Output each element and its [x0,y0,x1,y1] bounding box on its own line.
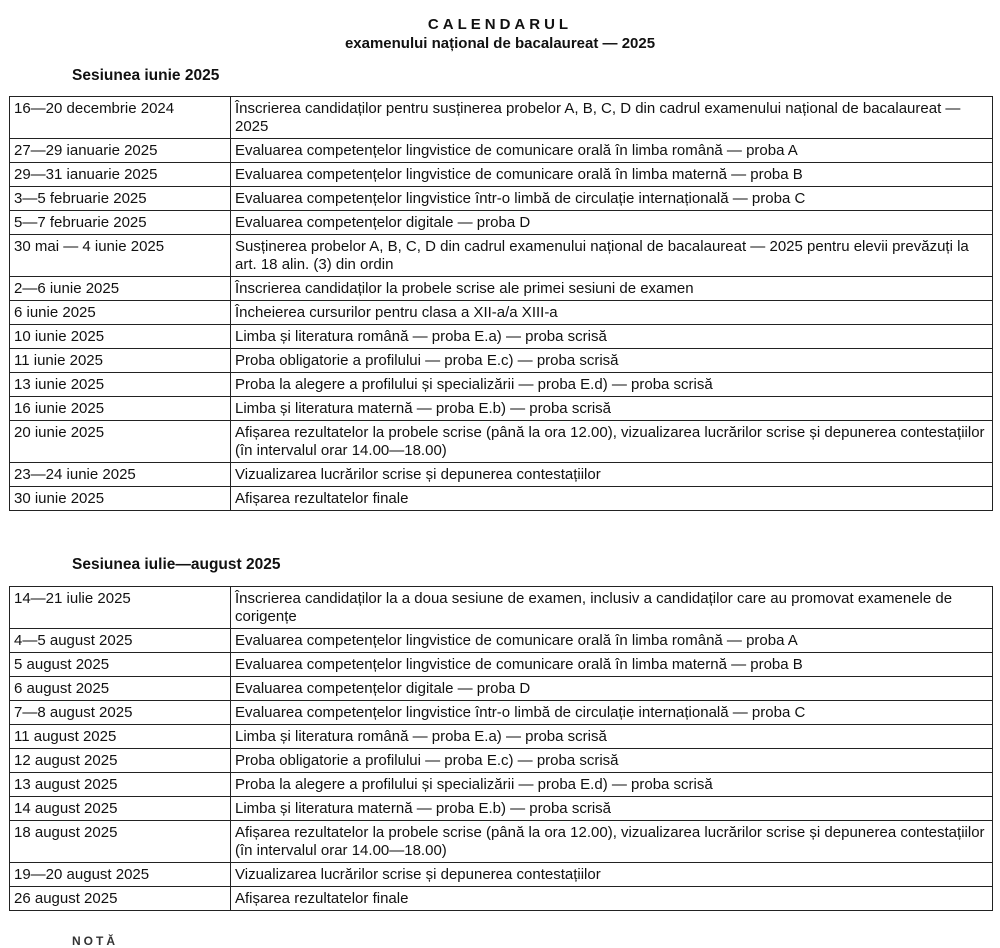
table-row [10,797,993,821]
event-cell: Evaluarea competențelor lingvistice de comunicare orală în limba română — proba A [231,139,993,163]
date-cell: 2—6 iunie 2025 [10,277,231,301]
event-cell: Limba și literatura română — proba E.a) — proba scrisă [231,725,993,749]
event-cell: Încheierea cursurilor pentru clasa a XII-a/a XIII-a [231,301,993,325]
date-cell: 12 august 2025 [10,749,231,773]
event-cell: Afișarea rezultatelor finale [231,487,993,511]
table-row [10,887,993,911]
session-june-table [9,96,993,511]
date-cell: 23—24 iunie 2025 [10,463,231,487]
date-cell: 29—31 ianuarie 2025 [10,163,231,187]
date-cell: 3—5 februarie 2025 [10,187,231,211]
table-row [10,487,993,511]
table-row [10,373,993,397]
date-cell: 10 iunie 2025 [10,325,231,349]
table-row [10,139,993,163]
event-cell: Evaluarea competențelor lingvistice într-o limbă de circulație internațională — proba C [231,701,993,725]
table-row [10,163,993,187]
event-cell: Proba obligatorie a profilului — proba E.c) — proba scrisă [231,749,993,773]
event-cell: Înscrierea candidaților pentru susținerea probelor A, B, C, D din cadrul examenului național de bacalaureat — 2025 [231,97,993,139]
table-row [10,701,993,725]
event-cell: Susținerea probelor A, B, C, D din cadrul examenului național de bacalaureat — 2025 pentru elevii prevăzuți la art. 18 alin. (3) din ordin [231,235,993,277]
date-cell: 11 august 2025 [10,725,231,749]
date-cell: 18 august 2025 [10,821,231,863]
table-row [10,725,993,749]
table-row [10,773,993,797]
event-cell: Afișarea rezultatelor la probele scrise (până la ora 12.00), vizualizarea lucrărilor scrise și depunerea contestațiilor (în intervalul orar 14.00—18.00) [231,421,993,463]
date-cell: 16—20 decembrie 2024 [10,97,231,139]
table-row [10,863,993,887]
date-cell: 30 mai — 4 iunie 2025 [10,235,231,277]
table-row [10,235,993,277]
event-cell: Afișarea rezultatelor finale [231,887,993,911]
date-cell: 30 iunie 2025 [10,487,231,511]
event-cell: Proba la alegere a profilului și specializării — proba E.d) — proba scrisă [231,373,993,397]
event-cell: Afișarea rezultatelor la probele scrise (până la ora 12.00), vizualizarea lucrărilor scrise și depunerea contestațiilor (în intervalul orar 14.00—18.00) [231,821,993,863]
date-cell: 6 iunie 2025 [10,301,231,325]
date-cell: 4—5 august 2025 [10,629,231,653]
table-row [10,587,993,629]
event-cell: Vizualizarea lucrărilor scrise și depunerea contestațiilor [231,863,993,887]
date-cell: 26 august 2025 [10,887,231,911]
table-row [10,821,993,863]
event-cell: Limba și literatura maternă — proba E.b) — proba scrisă [231,797,993,821]
date-cell: 13 august 2025 [10,773,231,797]
event-cell: Proba obligatorie a profilului — proba E.c) — proba scrisă [231,349,993,373]
event-cell: Limba și literatura maternă — proba E.b) — proba scrisă [231,397,993,421]
date-cell: 5—7 februarie 2025 [10,211,231,235]
table-row [10,211,993,235]
event-cell: Vizualizarea lucrărilor scrise și depunerea contestațiilor [231,463,993,487]
table-row [10,677,993,701]
table-row [10,397,993,421]
date-cell: 27—29 ianuarie 2025 [10,139,231,163]
session-july-august-heading: Sesiunea iulie—august 2025 [72,556,281,573]
document-title: CALENDARUL [427,16,573,33]
date-cell: 20 iunie 2025 [10,421,231,463]
table-row [10,301,993,325]
table-row [10,325,993,349]
event-cell: Evaluarea competențelor lingvistice de comunicare orală în limba maternă — proba B [231,163,993,187]
note-heading: NOTĂ [72,934,118,948]
date-cell: 13 iunie 2025 [10,373,231,397]
date-cell: 7—8 august 2025 [10,701,231,725]
date-cell: 11 iunie 2025 [10,349,231,373]
date-cell: 5 august 2025 [10,653,231,677]
table-row [10,187,993,211]
table-row [10,653,993,677]
date-cell: 19—20 august 2025 [10,863,231,887]
table-row [10,749,993,773]
event-cell: Limba și literatura română — proba E.a) — proba scrisă [231,325,993,349]
event-cell: Evaluarea competențelor digitale — proba D [231,211,993,235]
event-cell: Evaluarea competențelor lingvistice de comunicare orală în limba română — proba A [231,629,993,653]
event-cell: Înscrierea candidaților la a doua sesiune de examen, inclusiv a candidaților care au promovat examenele de corigențe [231,587,993,629]
event-cell: Evaluarea competențelor digitale — proba D [231,677,993,701]
date-cell: 16 iunie 2025 [10,397,231,421]
table-row [10,629,993,653]
table-row [10,349,993,373]
date-cell: 14 august 2025 [10,797,231,821]
table-row [10,421,993,463]
table-row [10,463,993,487]
table-row [10,277,993,301]
session-june-heading: Sesiunea iunie 2025 [72,67,220,84]
document-subtitle: examenului național de bacalaureat — 2025 [344,35,656,52]
table-row [10,97,993,139]
date-cell: 6 august 2025 [10,677,231,701]
event-cell: Evaluarea competențelor lingvistice de comunicare orală în limba maternă — proba B [231,653,993,677]
event-cell: Evaluarea competențelor lingvistice într-o limbă de circulație internațională — proba C [231,187,993,211]
session-july-august-table [9,586,993,911]
event-cell: Proba la alegere a profilului și specializării — proba E.d) — proba scrisă [231,773,993,797]
event-cell: Înscrierea candidaților la probele scrise ale primei sesiuni de examen [231,277,993,301]
date-cell: 14—21 iulie 2025 [10,587,231,629]
